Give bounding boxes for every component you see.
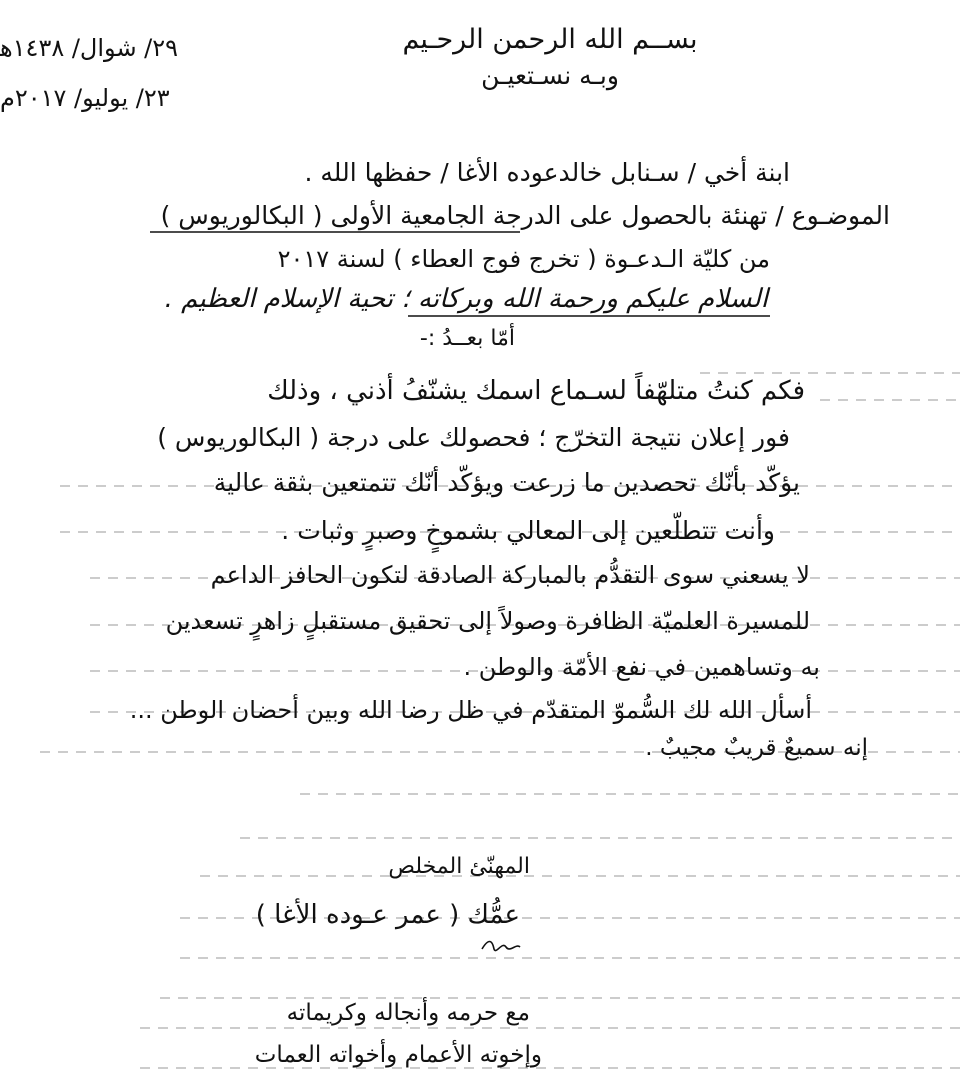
prayer-line: أسأل الله لك السُّموّ المتقدّم في ظل رضا الله وبين أحضان الوطن ... — [129, 696, 812, 724]
signature-scribble-icon — [480, 935, 522, 957]
prayer-closing-line: إنه سميعٌ قريبٌ مجيبٌ . — [645, 735, 868, 761]
amma-baad-line: أمّا بعــدُ :- — [419, 326, 515, 351]
body-line: فور إعلان نتيجة التخرّج ؛ فحصولك على درجة ( البكالوريوس ) — [157, 423, 790, 452]
body-line: به وتساهمين في نفع الأمّة والوطن . — [463, 653, 820, 681]
basmala-heading: بســم الله الرحمن الرحـيم — [402, 24, 698, 55]
date-hijri: ٢٩/ شوال/ ١٤٣٨ﻫ — [0, 34, 179, 62]
date-gregorian: ٢٣/ يوليو/ ٢٠١٧م — [0, 84, 170, 112]
body-line: وأنت تتطلّعين إلى المعالي بشموخٍ وصبرٍ وثبات . — [281, 516, 775, 545]
greeting-line: السلام عليكم ورحمة الله وبركاته ؛ تحية الإسلام العظيم . — [164, 284, 768, 314]
recipient-line: ابنة أخي / سـنابل خالدعوده الأغا / حفظها الله . — [304, 158, 790, 187]
college-line: من كليّة الـدعـوة ( تخرج فوج العطاء ) لسنة ٢٠١٧ — [277, 245, 770, 273]
signature-title: المهنّئ المخلص — [388, 854, 530, 879]
body-line: للمسيرة العلميّة الظافرة وصولاً إلى تحقيق مستقبلٍ زاهرٍ تسعدين — [165, 607, 810, 635]
signature-name: عمُّك ( عمر عـوده الأغا ) — [255, 900, 520, 930]
closing-line: وإخوته الأعمام وأخواته العمات — [254, 1042, 542, 1068]
closing-line: مع حرمه وأنجاله وكريماته — [286, 1000, 530, 1026]
body-line: فكم كنتُ متلهّفاً لسـماع اسمك يشنّفُ أذني ، وذلك — [267, 376, 805, 406]
heading-subline: وبـه نسـتعيـن — [481, 61, 619, 90]
body-line: يؤكّد بأنّك تحصدين ما زرعت ويؤكّد أنّك تتمتعين بثقة عالية — [213, 468, 800, 497]
subject-line: الموضـوع / تهنئة بالحصول على الدرجة الجامعية الأولى ( البكالوريوس ) — [160, 201, 890, 230]
body-line: لا يسعني سوى التقدُّم بالمباركة الصادقة لتكون الحافز الداعم — [210, 561, 810, 589]
